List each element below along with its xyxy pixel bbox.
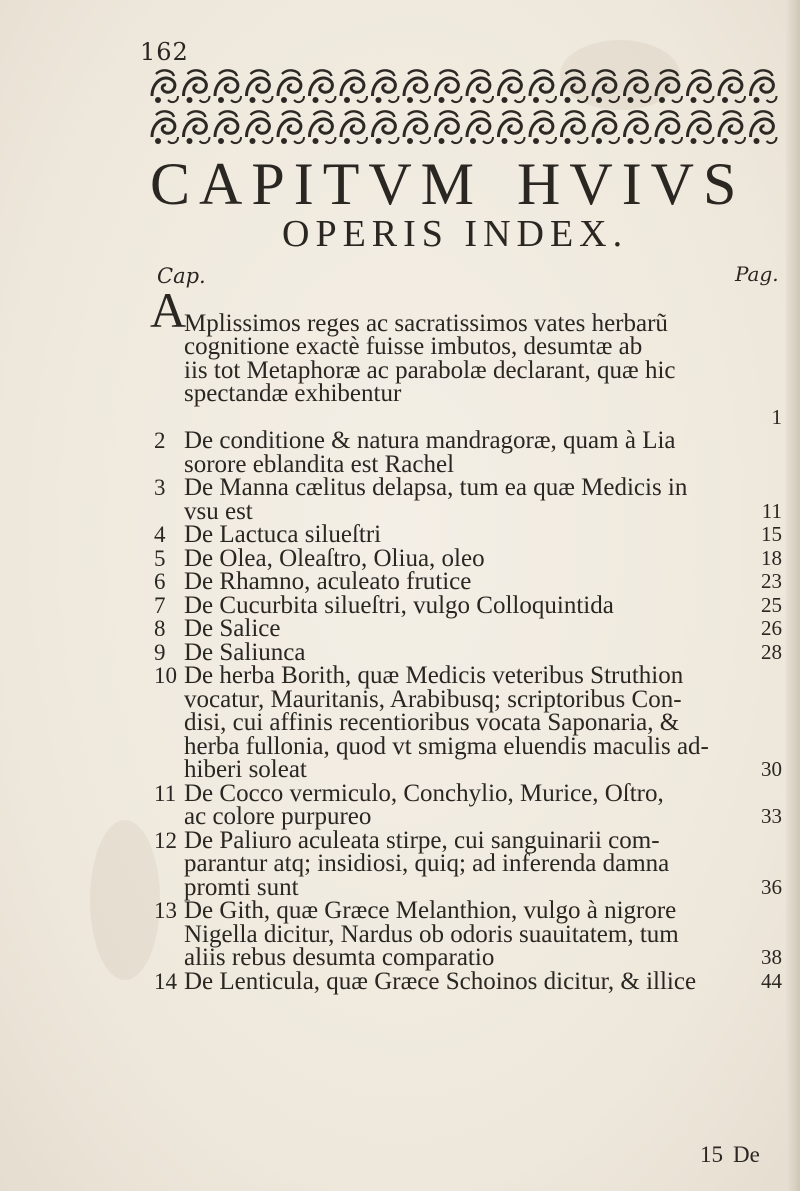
catchword-number: 15: [700, 1142, 723, 1167]
index-entry-1: [150, 282, 790, 429]
entry-number: 14: [154, 968, 177, 994]
entry-text: Mplissimos reges ac sacratissimos vates herbarũ cognitione exactè fuisse imbutos, desumtæ ab iis tot Metaphoræ ac parabolæ declarant, quæ hic spectandæ exhibentur: [184, 309, 676, 407]
entry-number: 6: [154, 569, 166, 594]
entry-number: 3: [154, 475, 166, 500]
entry-page: 36: [761, 874, 782, 899]
entry-page: 23: [761, 569, 782, 593]
entry-text: De Paliuro aculeata stirpe, cui sanguinarii com- parantur atq; insidiosi, quiq; ad inferenda damna promti sunt: [184, 826, 670, 901]
index-entry: [150, 429, 790, 476]
entry-page: 1: [771, 404, 782, 429]
index-entry: [150, 779, 790, 830]
entry-number: 4: [154, 522, 166, 547]
entry-text: De conditione & natura mandragoræ, quam à Lia sorore eblandita est Rachel: [184, 427, 676, 478]
page-subtitle: OPERIS INDEX.: [282, 213, 629, 255]
entry-text: De Manna cælitus delapsa, tum ea quæ Medicis in vsu est: [184, 474, 688, 525]
entry-page: 18: [761, 545, 782, 570]
title-word-2: HVIVS: [517, 151, 746, 217]
index-entry: [150, 617, 790, 641]
entry-text: De Cucurbita silueſtri, vulgo Colloquintida: [184, 591, 614, 619]
chapter-column-label: Cap.: [157, 264, 206, 288]
entry-page: 26: [761, 616, 782, 640]
entry-page: 25: [761, 592, 782, 617]
entry-page: 15: [761, 522, 782, 546]
entry-text: De Lactuca silueſtri: [184, 521, 382, 548]
entry-page: 30: [761, 757, 782, 781]
index-entry: [150, 664, 790, 782]
title-word-1: CAPITVM: [150, 151, 484, 217]
catchword-line: [700, 1142, 760, 1168]
entry-text: De Gith, quæ Græce Melanthion, vulgo à nigrore Nigella dicitur, Nardus ob odoris suauitatem, tum aliis rebus desumta comparatio: [184, 897, 679, 971]
index-entry: [150, 638, 790, 666]
catchword: De: [733, 1142, 760, 1167]
entry-number: 2: [154, 428, 166, 453]
page-title: [150, 150, 790, 219]
entry-page: 44: [761, 968, 782, 993]
entry-text: De Saliunca: [184, 638, 306, 666]
entry-number: 12: [154, 827, 177, 853]
entry-number: 11: [154, 780, 177, 806]
entry-number: 10: [154, 663, 177, 688]
entry-page: 11: [761, 498, 782, 523]
ornament-band-icon: [148, 66, 778, 148]
page-column-label: Pag.: [735, 262, 779, 286]
index-entry: [150, 570, 790, 594]
index-entry: [150, 591, 790, 619]
entry-number: 8: [154, 616, 166, 641]
initial-letter: A: [150, 282, 187, 338]
entry-page: 38: [761, 945, 782, 969]
index-list: [150, 282, 790, 995]
entry-page: 33: [761, 804, 782, 828]
index-entry: [150, 967, 790, 995]
index-entry: [150, 544, 790, 572]
entry-number: 9: [154, 639, 166, 665]
entry-number: 7: [154, 592, 166, 618]
entry-text: De Rhamno, aculeato frutice: [184, 568, 472, 595]
index-entry: [150, 899, 790, 970]
entry-text: De Cocco vermiculo, Conchylio, Murice, Oſtro, ac colore purpureo: [184, 779, 664, 830]
entry-text: De Olea, Oleaſtro, Oliua, oleo: [184, 544, 485, 572]
page-number: 162: [140, 38, 189, 66]
entry-page: 28: [761, 639, 782, 664]
entry-text: De Salice: [184, 615, 281, 642]
entry-text: De herba Borith, quæ Medicis veteribus Struthion vocatur, Mauritanis, Arabibusq; scriptoribus Con- disi, cui affinis recentioribus vocata Saponaria, & herba fullonia, quod vt smigma eluendis maculis ad- hiberi soleat: [184, 662, 709, 783]
index-entry: [150, 523, 790, 547]
index-entry: [150, 476, 790, 523]
entry-number: 5: [154, 545, 166, 571]
index-entries: [150, 429, 790, 993]
index-entry: [150, 826, 790, 901]
entry-number: 13: [154, 898, 177, 923]
entry-text: De Lenticula, quæ Græce Schoinos dicitur, & illice: [184, 967, 697, 995]
